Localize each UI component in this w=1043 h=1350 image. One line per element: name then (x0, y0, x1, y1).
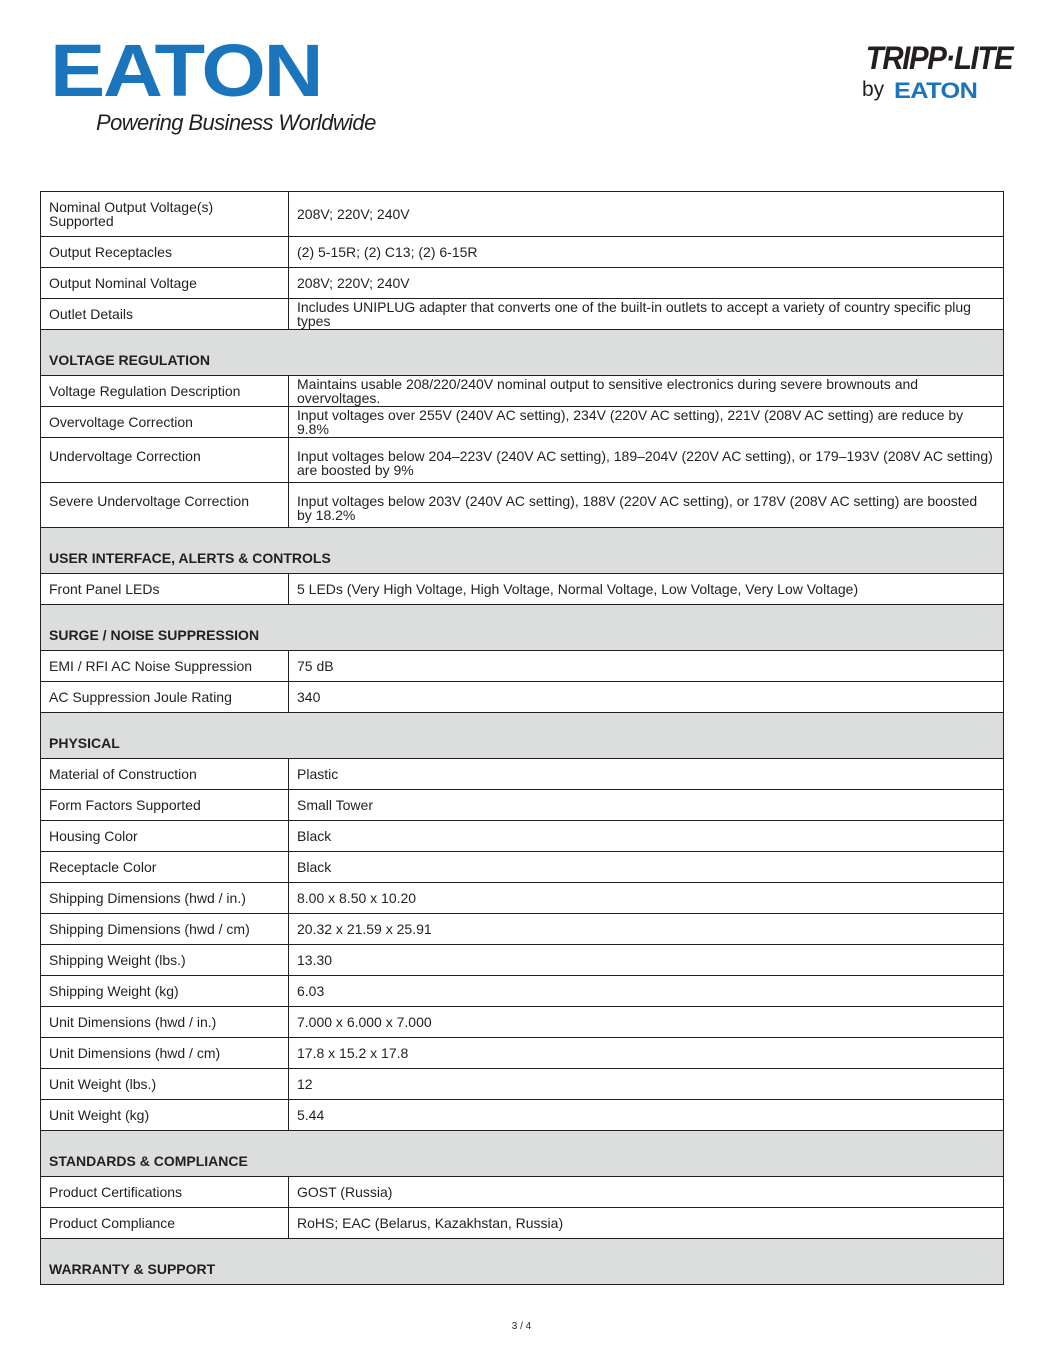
table-row (41, 759, 1003, 790)
spec-value: Includes UNIPLUG adapter that converts one of the built-in outlets to accept a variety of country specific plug types (297, 299, 971, 329)
spec-value: 8.00 x 8.50 x 10.20 (297, 890, 417, 906)
spec-label: Shipping Dimensions (hwd / cm) (41, 914, 289, 944)
spec-label: Material of Construction (41, 759, 289, 789)
spec-value: GOST (Russia) (297, 1184, 393, 1200)
table-row (41, 192, 1003, 237)
section-header: WARRANTY & SUPPORT (41, 1239, 1003, 1285)
spec-value: 6.03 (297, 983, 325, 999)
spec-label: Housing Color (41, 821, 289, 851)
table-row (41, 574, 1003, 605)
spec-label: Unit Dimensions (hwd / in.) (41, 1007, 289, 1037)
spec-label: Product Compliance (41, 1208, 289, 1238)
table-row (41, 1038, 1003, 1069)
section-header: SURGE / NOISE SUPPRESSION (41, 605, 1003, 651)
spec-label: Severe Undervoltage Correction (41, 483, 289, 527)
spec-label: Unit Weight (lbs.) (41, 1069, 289, 1099)
spec-label: Unit Dimensions (hwd / cm) (41, 1038, 289, 1068)
spec-value: 75 dB (297, 658, 334, 674)
table-row (41, 1100, 1003, 1131)
table-row (41, 945, 1003, 976)
tripplite-eaton-wordmark: EATON (894, 78, 978, 103)
spec-label: Nominal Output Voltage(s) Supported (41, 192, 289, 236)
spec-label: AC Suppression Joule Rating (41, 682, 289, 712)
table-row (41, 438, 1003, 483)
spec-label: Unit Weight (kg) (41, 1100, 289, 1130)
tripplite-by-text: by (862, 78, 885, 101)
table-row (41, 376, 1003, 407)
table-row (41, 1007, 1003, 1038)
spec-value: Input voltages below 203V (240V AC setting), 188V (220V AC setting), or 178V (208V AC setting) are boosted by 18.2% (297, 493, 978, 523)
table-row (41, 821, 1003, 852)
spec-label: EMI / RFI AC Noise Suppression (41, 651, 289, 681)
spec-value: Black (297, 859, 332, 875)
eaton-tagline: Powering Business Worldwide (96, 110, 376, 135)
spec-label: Voltage Regulation Description (41, 376, 289, 406)
table-row (41, 483, 1003, 528)
tripplite-logo (862, 40, 1012, 106)
spec-value: Maintains usable 208/220/240V nominal output to sensitive electronics during severe brownouts and overvoltages. (297, 376, 919, 406)
spec-label: Shipping Weight (kg) (41, 976, 289, 1006)
spec-value: Plastic (297, 766, 339, 782)
spec-value: 12 (297, 1076, 313, 1092)
spec-value: RoHS; EAC (Belarus, Kazakhstan, Russia) (297, 1215, 564, 1231)
table-row (41, 976, 1003, 1007)
table-row (41, 852, 1003, 883)
table-row (41, 407, 1003, 438)
spec-label: Overvoltage Correction (41, 407, 289, 437)
spec-label: Receptacle Color (41, 852, 289, 882)
table-row (41, 651, 1003, 682)
table-row (41, 268, 1003, 299)
table-row (41, 299, 1003, 330)
spec-value: Input voltages below 204–223V (240V AC setting), 189–204V (220V AC setting), or 179–193V (208V AC setting) are boosted by 9% (297, 448, 993, 478)
spec-label: Output Nominal Voltage (41, 268, 289, 298)
table-row (41, 1208, 1003, 1239)
spec-table (40, 191, 1004, 1285)
spec-value: 13.30 (297, 952, 333, 968)
spec-value: 208V; 220V; 240V (297, 206, 410, 222)
spec-value: Small Tower (297, 797, 373, 813)
spec-label: Output Receptacles (41, 237, 289, 267)
section-header: PHYSICAL (41, 713, 1003, 759)
spec-label: Form Factors Supported (41, 790, 289, 820)
section-header: VOLTAGE REGULATION (41, 330, 1003, 376)
tripplite-wordmark: TRIPP·LITE (865, 40, 1012, 76)
spec-value: 17.8 x 15.2 x 17.8 (297, 1045, 409, 1061)
eaton-logo-wordmark: EATON (50, 29, 322, 112)
section-header: USER INTERFACE, ALERTS & CONTROLS (41, 528, 1003, 574)
spec-label: Outlet Details (41, 299, 289, 329)
table-row (41, 1177, 1003, 1208)
spec-value: 208V; 220V; 240V (297, 275, 410, 291)
spec-value: 340 (297, 689, 321, 705)
section-header: STANDARDS & COMPLIANCE (41, 1131, 1003, 1177)
spec-value: (2) 5-15R; (2) C13; (2) 6-15R (297, 244, 478, 260)
spec-label: Shipping Weight (lbs.) (41, 945, 289, 975)
table-row (41, 914, 1003, 945)
spec-value: Input voltages over 255V (240V AC setting), 234V (220V AC setting), 221V (208V AC setting) are reduce by 9.8% (297, 407, 964, 437)
spec-label: Product Certifications (41, 1177, 289, 1207)
spec-value: 20.32 x 21.59 x 25.91 (297, 921, 432, 937)
spec-label: Undervoltage Correction (41, 438, 289, 482)
spec-value: 5.44 (297, 1107, 325, 1123)
table-row (41, 682, 1003, 713)
spec-value: Black (297, 828, 332, 844)
table-row (41, 883, 1003, 914)
table-row (41, 1069, 1003, 1100)
table-row (41, 237, 1003, 268)
spec-value: 7.000 x 6.000 x 7.000 (297, 1014, 432, 1030)
spec-value: 5 LEDs (Very High Voltage, High Voltage, Normal Voltage, Low Voltage, Very Low Voltage) (297, 581, 859, 597)
table-row (41, 790, 1003, 821)
spec-label: Front Panel LEDs (41, 574, 289, 604)
spec-label: Shipping Dimensions (hwd / in.) (41, 883, 289, 913)
eaton-logo (50, 29, 376, 140)
page-number: 3 / 4 (511, 1321, 532, 1332)
